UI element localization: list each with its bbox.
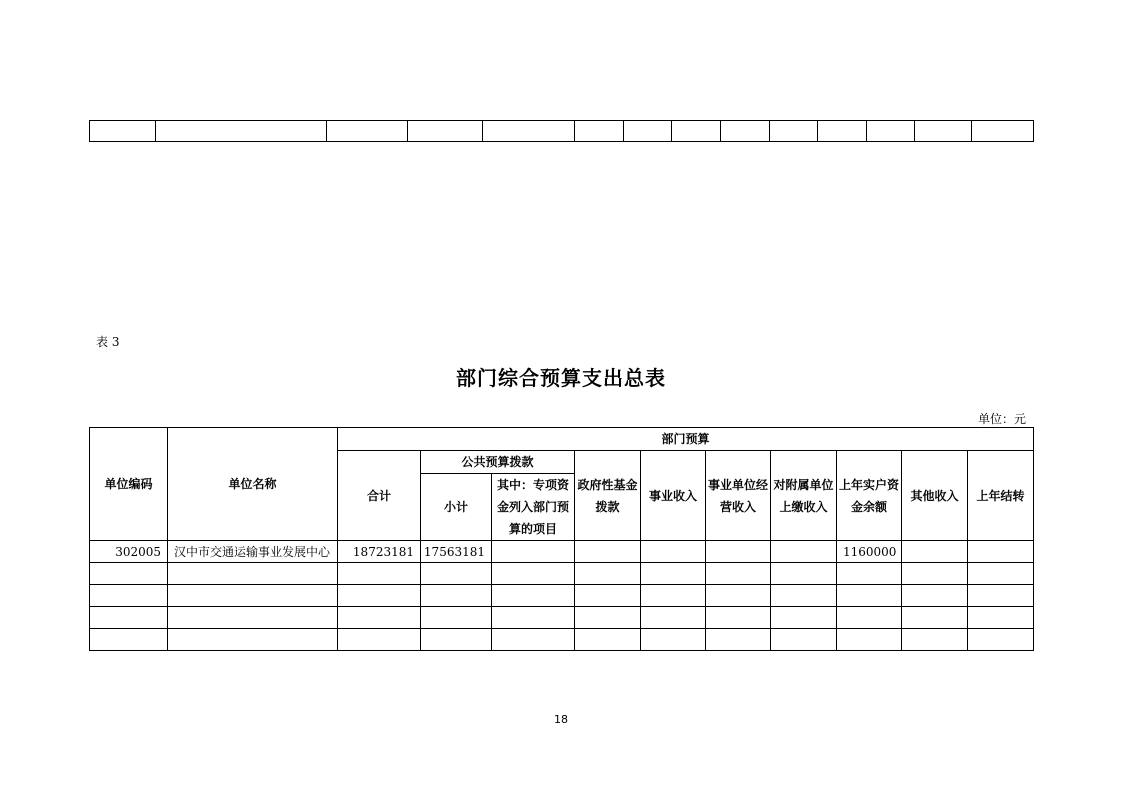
header-other-income: 其他收入 xyxy=(902,451,968,541)
table-row xyxy=(90,585,1034,607)
header-unit-name: 单位名称 xyxy=(168,428,338,541)
previous-table-fragment xyxy=(89,120,1034,142)
cell-total: 18723181 xyxy=(338,541,421,563)
header-public-budget: 公共预算拨款 xyxy=(421,451,575,474)
header-total: 合计 xyxy=(338,451,421,541)
header-special-funds: 其中：专项资金列入部门预算的项目 xyxy=(492,474,575,541)
header-prior-year-carryover: 上年结转 xyxy=(968,451,1034,541)
header-affiliated-income: 对附属单位上缴收入 xyxy=(771,451,837,541)
table-row xyxy=(90,541,1034,563)
table-row xyxy=(90,121,1034,142)
header-dept-budget: 部门预算 xyxy=(338,428,1034,451)
table-row xyxy=(90,563,1034,585)
cell-gov-fund xyxy=(575,541,641,563)
table-row xyxy=(90,607,1034,629)
header-business-unit-income: 事业单位经营收入 xyxy=(706,451,771,541)
header-business-income: 事业收入 xyxy=(641,451,706,541)
cell-unit-code: 302005 xyxy=(90,541,168,563)
cell-prior-year-funds: 1160000 xyxy=(837,541,902,563)
cell-business-unit-income xyxy=(706,541,771,563)
cell-subtotal: 17563181 xyxy=(421,541,492,563)
header-subtotal: 小计 xyxy=(421,474,492,541)
table-label: 表 3 xyxy=(96,335,120,349)
unit-note: 单位：元 xyxy=(977,412,1026,426)
page-number: 18 xyxy=(554,713,568,726)
header-prior-year-funds: 上年实户资金余额 xyxy=(837,451,902,541)
cell-special-funds xyxy=(492,541,575,563)
cell-prior-year-carryover xyxy=(968,541,1034,563)
cell-business-income xyxy=(641,541,706,563)
table-row xyxy=(90,629,1034,651)
page-title: 部门综合预算支出总表 xyxy=(456,366,666,390)
cell-other-income xyxy=(902,541,968,563)
header-gov-fund: 政府性基金拨款 xyxy=(575,451,641,541)
budget-expenditure-table xyxy=(89,427,1034,651)
cell-unit-name: 汉中市交通运输事业发展中心 xyxy=(168,541,338,563)
header-row xyxy=(90,428,1034,451)
cell-affiliated-income xyxy=(771,541,837,563)
header-unit-code: 单位编码 xyxy=(90,428,168,541)
